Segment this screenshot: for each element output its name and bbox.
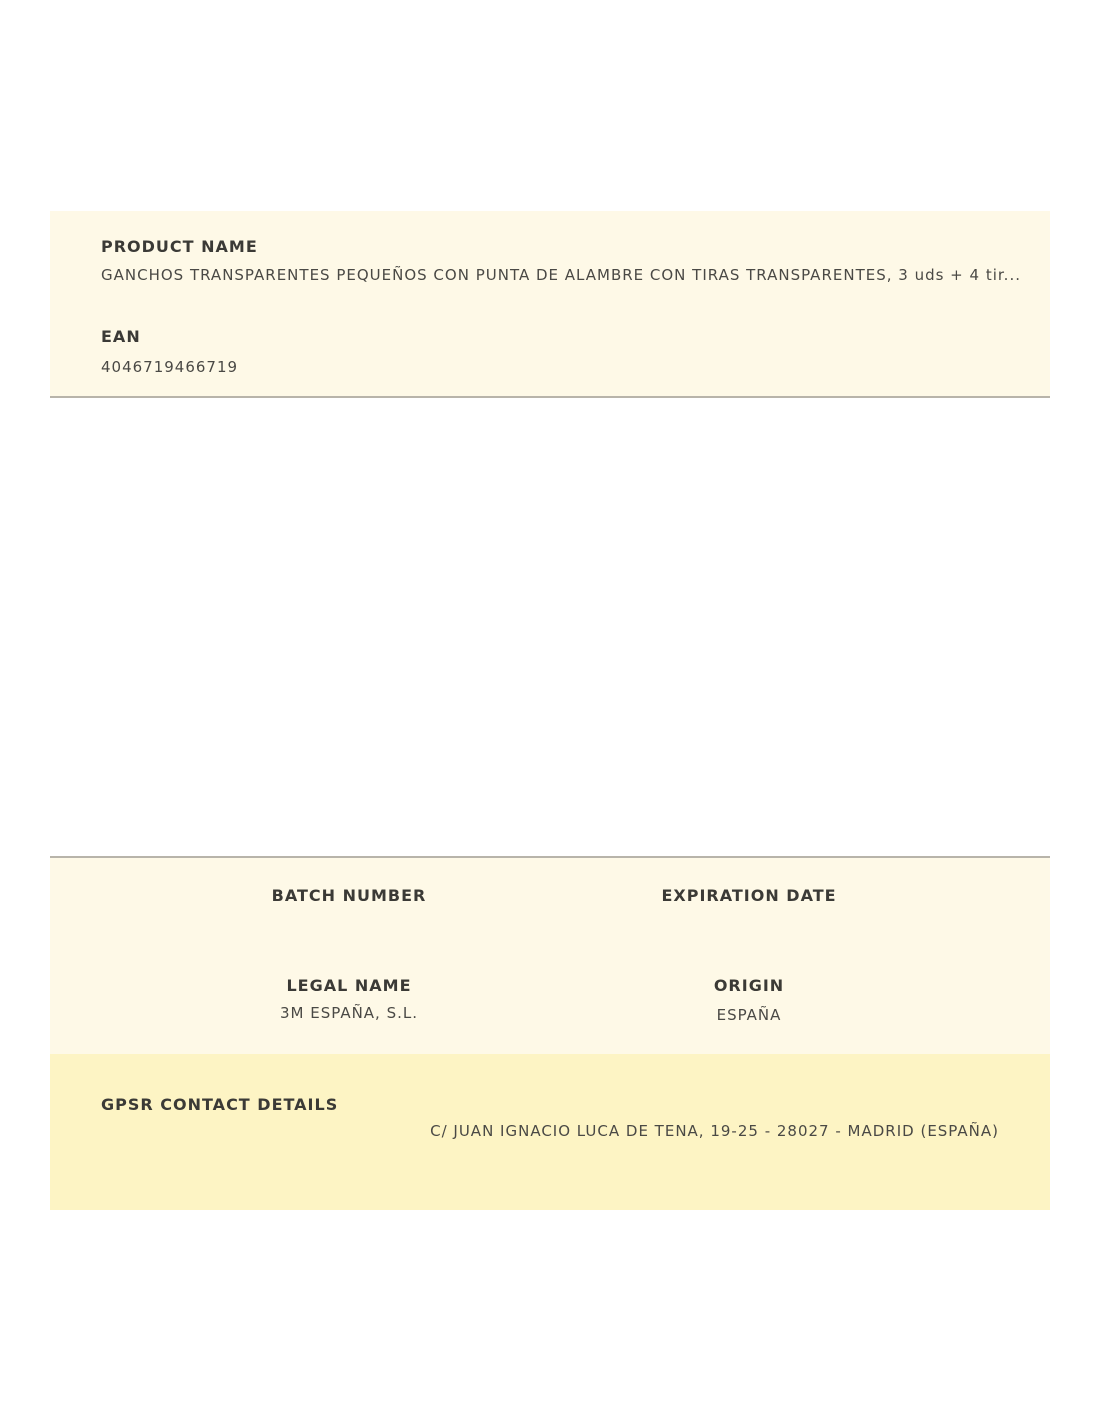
gpsr-contact-panel (50, 1054, 1050, 1210)
product-info-panel (50, 211, 1050, 398)
legal-name-value: 3M ESPAÑA, S.L. (279, 1004, 419, 1022)
product-name-value: GANCHOS TRANSPARENTES PEQUEÑOS CON PUNTA DE ALAMBRE CON TIRAS TRANSPARENTES, 3 uds + 4 tir... (101, 266, 1021, 284)
batch-number-label: BATCH NUMBER (271, 886, 427, 905)
gpsr-contact-label: GPSR CONTACT DETAILS (101, 1095, 339, 1114)
product-name-label: PRODUCT NAME (101, 237, 258, 256)
product-details-panel (50, 856, 1050, 1056)
ean-value: 4046719466719 (101, 358, 239, 376)
origin-value: ESPAÑA (716, 1006, 782, 1024)
expiration-date-label: EXPIRATION DATE (661, 886, 837, 905)
origin-label: ORIGIN (713, 976, 785, 995)
ean-label: EAN (101, 327, 141, 346)
legal-name-label: LEGAL NAME (286, 976, 412, 995)
gpsr-contact-address: C/ JUAN IGNACIO LUCA DE TENA, 19-25 - 28027 - MADRID (ESPAÑA) (430, 1122, 999, 1140)
